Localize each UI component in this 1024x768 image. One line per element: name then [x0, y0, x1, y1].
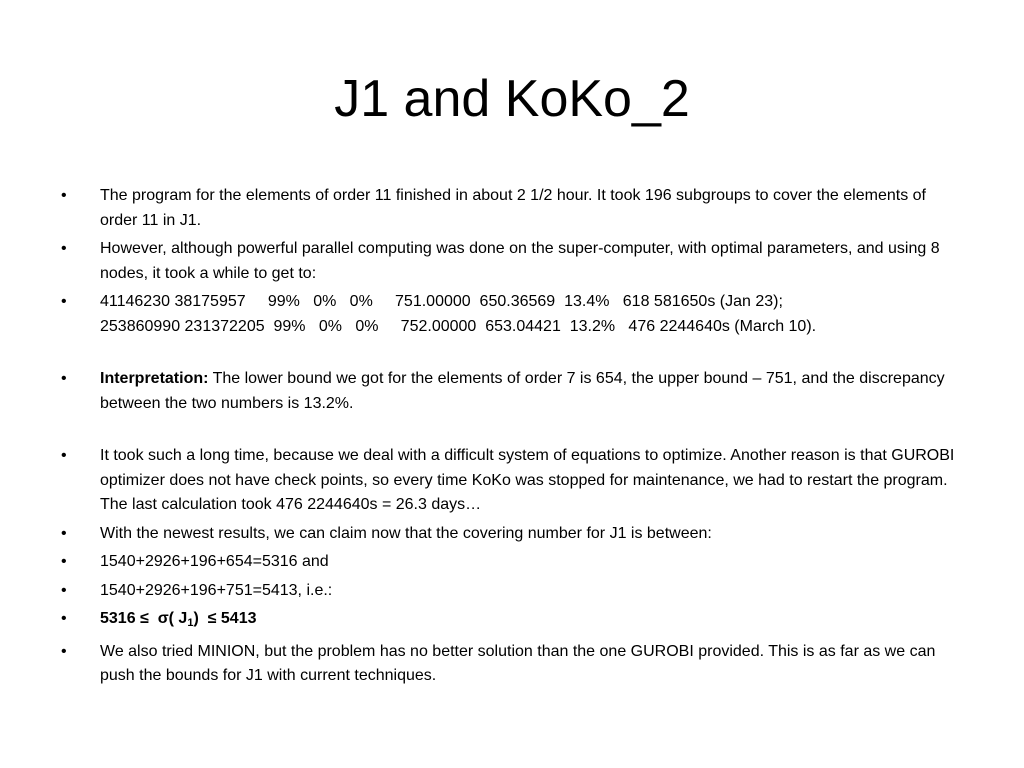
- bullet-dot: •: [61, 553, 67, 570]
- solver-log-line-1: 41146230 38175957 99% 0% 0% 751.00000 650.36569 13.4% 618 581650s (Jan 23);: [100, 293, 783, 310]
- bullet-item-minion: [61, 640, 961, 689]
- bullet-dot: •: [61, 581, 67, 599]
- bullet-dot: •: [61, 370, 67, 387]
- bounds-formula: [100, 607, 961, 636]
- slide-title: J1 and KoKo_2: [334, 70, 690, 128]
- bullet-dot: •: [61, 524, 67, 542]
- bullet-text: [100, 367, 961, 416]
- bullet-item-solver-log: [61, 290, 961, 339]
- bullet-item-lower-sum: [61, 550, 961, 575]
- bullet-item-upper-sum: [61, 579, 961, 604]
- bullet-text: We also tried MINION, but the problem has no better solution than the one GUROBI provided. This is as far as we can push the bounds for J1 with current techniques.: [100, 642, 940, 684]
- bullet-dot: •: [61, 642, 67, 660]
- bullet-item-parallel-computing: [61, 237, 961, 286]
- interpretation-label: Interpretation:: [100, 370, 209, 387]
- bullet-dot: •: [61, 610, 67, 627]
- bullet-text: 1540+2926+196+751=5413, i.e.:: [100, 581, 333, 599]
- formula-right: ) ≤ 5413: [193, 610, 257, 627]
- bullet-text: It took such a long time, because we deal with a difficult system of equations to optimize. Another reason is that GUROBI optimizer does not have check points, so every time KoKo was stopped for maintenance, we had to restart the program. The last calculation took 476 2244640s = 26.3 days…: [100, 447, 959, 513]
- bullet-item-bounds-formula: [61, 607, 961, 636]
- bullet-text: With the newest results, we can claim now that the covering number for J1 is between:: [100, 524, 712, 542]
- bullet-dot: •: [61, 187, 67, 204]
- interpretation-text: The lower bound we got for the elements of order 7 is 654, the upper bound – 751, and the discrepancy between the two numbers is 13.2%.: [100, 370, 950, 412]
- bullet-item-interpretation: [61, 367, 961, 416]
- bullet-item-newest-results: [61, 522, 961, 547]
- bullet-text: The program for the elements of order 11 finished in about 2 1/2 hour. It took 196 subgroups to cover the elements of order 11 in J1.: [100, 187, 931, 229]
- bullet-item-program-finished: [61, 184, 961, 233]
- bullet-text: However, although powerful parallel computing was done on the super-computer, with optimal parameters, and using 8 nodes, it took a while to get to:: [100, 240, 945, 282]
- formula-left: 5316 ≤ σ( J: [100, 610, 188, 627]
- solver-log-line-2: 253860990 231372205 99% 0% 0% 752.00000 653.04421 13.2% 476 2244640s (March 10).: [100, 317, 817, 335]
- bullet-text: 1540+2926+196+654=5316 and: [100, 553, 329, 570]
- formula-subscript: 1: [187, 617, 194, 629]
- bullet-dot: •: [61, 240, 67, 257]
- bullet-item-long-time: [61, 444, 961, 518]
- bullet-list: [61, 184, 961, 693]
- bullet-dot: •: [61, 447, 67, 464]
- bullet-dot: •: [61, 293, 67, 310]
